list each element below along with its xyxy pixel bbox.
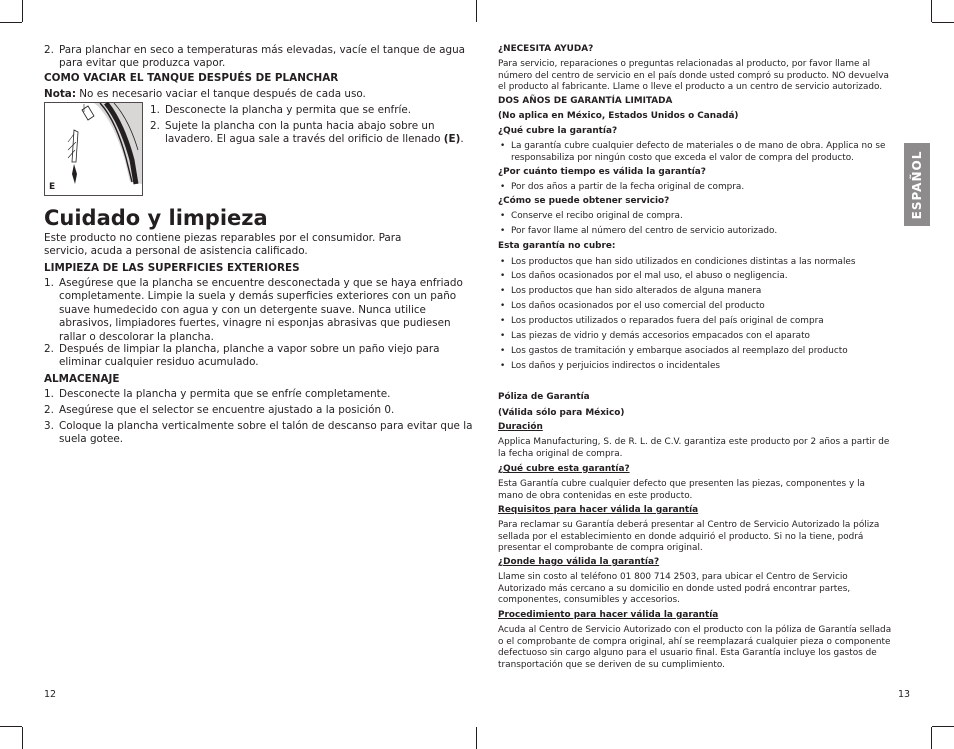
- bullet-icon: •: [500, 346, 506, 356]
- list-text: Asegúrese que la plancha se encuentre desconectada y que se haya enfriado completamente. Limpie la suela y demás superficies exteriores con un paño suave humedecido con agua y con un detergente suave. Nunca utilice abrasivos, limpiadores fuertes, vinagre ni esponjas abrasivas que pudiesen rallar o descolorar la plancha.: [59, 277, 463, 343]
- bullet-icon: •: [500, 211, 506, 221]
- crop-mark: [0, 22, 22, 23]
- list-item: [44, 420, 473, 447]
- list-number: 1.: [150, 104, 160, 116]
- bullet-text: Las piezas de vidrio y demás accesorios empacados con el aparato: [511, 331, 810, 341]
- figure-ref: (E): [443, 133, 461, 146]
- section-heading: COMO VACIAR EL TANQUE DESPUÉS DE PLANCHAR: [44, 72, 339, 84]
- question-heading: ¿Qué cubre la garantía?: [498, 126, 618, 136]
- bullet-icon: •: [500, 361, 506, 371]
- bullet-text: Los productos que han sido utilizados en condiciones distintas a las normales: [511, 257, 856, 267]
- bullet-icon: •: [500, 182, 506, 192]
- list-number: 1.: [44, 277, 54, 289]
- help-heading: ¿NECESITA AYUDA?: [498, 44, 594, 54]
- intro-text: Este producto no contiene piezas reparables por el consumidor. Para servicio, acuda a personal de asistencia calificado.: [44, 232, 402, 258]
- bullet-text: Por favor llame al número del centro de servicio autorizado.: [511, 226, 778, 236]
- list-number: 3.: [44, 420, 54, 432]
- bullet-icon: •: [500, 331, 506, 341]
- page-title: Cuidado y limpieza: [44, 206, 268, 230]
- where-heading: ¿Donde hago válida la garantía?: [498, 557, 660, 567]
- list-number: 1.: [44, 388, 54, 400]
- section-heading: ALMACENAJE: [44, 373, 120, 385]
- page-number-left: 12: [44, 689, 57, 700]
- poliza-title: Póliza de Garantía: [498, 392, 590, 402]
- bullet-icon: •: [500, 257, 506, 267]
- bullet-icon: •: [500, 316, 506, 326]
- bullet-item: [498, 226, 907, 238]
- bullet-text: Los daños ocasionados por el uso comercial del producto: [511, 301, 765, 311]
- list-text: Coloque la plancha verticalmente sobre el talón de descanso para evitar que la suela gotee.: [59, 420, 473, 446]
- bullet-item: [498, 182, 907, 194]
- bullet-text: Los daños ocasionados por el mal uso, el abuso o negligencia.: [511, 271, 788, 281]
- bullet-text: Los daños y perjuicios indirectos o incidentales: [511, 361, 721, 371]
- list-item: [44, 44, 475, 71]
- warranty-subheading: (No aplica en México, Estados Unidos o Canadá): [498, 111, 739, 121]
- bullet-item: [498, 271, 907, 283]
- crop-mark: [932, 22, 954, 23]
- bullet-item: [498, 211, 907, 223]
- question-heading: ¿Por cuánto tiempo es válida la garantía?: [498, 167, 706, 177]
- duration-heading: Duración: [498, 422, 543, 432]
- list-item: [44, 388, 475, 401]
- list-number: 2.: [44, 404, 54, 416]
- crop-mark: [22, 727, 23, 749]
- list-number: 2.: [150, 120, 160, 132]
- bullet-item: [498, 301, 907, 313]
- bullet-text: Conserve el recibo original de compra.: [511, 211, 683, 221]
- iron-drawing: [44, 102, 143, 196]
- bullet-icon: •: [500, 301, 506, 311]
- list-item: [44, 404, 475, 417]
- bullet-text: La garantía cubre cualquier defecto de materiales o de mano de obra. Applica no se responsabiliza por ningún costo que exceda el valor de compra del producto.: [511, 141, 886, 163]
- crop-mark: [932, 726, 954, 727]
- list-item: [44, 277, 473, 344]
- list-item: [150, 104, 469, 117]
- bullet-item: [498, 346, 907, 358]
- bullet-item: [498, 361, 907, 373]
- bullet-text: Los productos que han sido alterados de alguna manera: [511, 286, 762, 296]
- note-text: No es necesario vaciar el tanque después de cada uso.: [75, 88, 366, 100]
- crop-mark: [476, 0, 477, 22]
- procedure-heading: Procedimiento para hacer válida la garantía: [498, 610, 719, 620]
- crop-mark: [22, 0, 23, 22]
- list-text-end: .: [460, 133, 464, 146]
- bullet-icon: •: [500, 271, 506, 281]
- list-item: [44, 343, 459, 370]
- list-text: Después de limpiar la plancha, planche a vapor sobre un paño viejo para eliminar cualquier residuo acumulado.: [59, 343, 440, 369]
- bullet-text: Por dos años a partir de la fecha original de compra.: [511, 182, 745, 192]
- language-tab-label: ESPAÑOL: [910, 150, 924, 219]
- bullet-item: [498, 286, 907, 298]
- iron-illustration: [44, 102, 143, 196]
- requirements-heading: Requisitos para hacer válida la garantía: [498, 505, 699, 515]
- list-number: 2.: [44, 343, 54, 355]
- crop-mark: [476, 727, 477, 749]
- bullet-item: [498, 316, 907, 328]
- warranty-heading: DOS AÑOS DE GARANTÍA LIMITADA: [498, 96, 673, 106]
- bullet-item: [498, 331, 907, 343]
- list-item: [150, 120, 469, 147]
- list-text: Para planchar en seco a temperaturas más elevadas, vacíe el tanque de agua para evitar que produzca vapor.: [59, 44, 466, 70]
- help-text: Para servicio, reparaciones o preguntas relacionadas al producto, por favor llame al número del centro de servicio en el país donde usted compró su producto. NO devuelva el producto al fabricante. Llame o lleve el producto a un centro de servicio autorizado.: [498, 59, 889, 93]
- bullet-text: Los gastos de tramitación y embarque asociados al reemplazo del producto: [511, 346, 848, 356]
- question-heading: Esta garantía no cubre:: [498, 241, 616, 251]
- procedure-text: Acuda al Centro de Servicio Autorizado con el producto con la póliza de Garantía sellada o el comprobante de compra original, ahí se reemplazará cualquier pieza o componente defectuoso sin cargo alguno para el usuario final. Esta Garantía incluye los gastos de transportación que se deriven de su cumplimiento.: [498, 625, 892, 670]
- list-number: 2.: [44, 44, 54, 56]
- crop-mark: [931, 0, 932, 22]
- language-tab: [904, 143, 930, 226]
- list-text: Asegúrese que el selector se encuentre ajustado a la posición 0.: [59, 404, 395, 416]
- note-label: Nota:: [44, 88, 76, 100]
- coverage-text: Esta Garantía cubre cualquier defecto que presenten las piezas, componentes y la mano de obra contenidas en este producto.: [498, 479, 865, 501]
- list-text: Desconecte la plancha y permita que se enfríe.: [165, 104, 412, 116]
- page-number-right: 13: [898, 689, 911, 700]
- bullet-item: [498, 141, 907, 164]
- bullet-icon: •: [500, 286, 506, 296]
- crop-mark: [0, 726, 22, 727]
- coverage-heading: ¿Qué cubre esta garantía?: [498, 464, 630, 474]
- bullet-icon: •: [500, 141, 506, 151]
- figure-label: E: [49, 182, 56, 192]
- list-text: Desconecte la plancha y permita que se enfríe completamente.: [59, 388, 391, 400]
- poliza-subtitle: (Válida sólo para México): [498, 408, 625, 418]
- question-heading: ¿Cómo se puede obtener servicio?: [498, 196, 670, 206]
- requirements-text: Para reclamar su Garantía deberá presentar al Centro de Servicio Autorizado la póliza sellada por el establecimiento en donde adquirió el producto. Si no la tiene, podrá presentar el comprobante de compra original.: [498, 520, 880, 554]
- crop-mark: [931, 727, 932, 749]
- bullet-item: [498, 257, 907, 269]
- list-text: Sujete la plancha con la punta hacia abajo sobre un lavadero. El agua sale a través del orificio de llenado: [165, 120, 444, 146]
- bullet-text: Los productos utilizados o reparados fuera del país original de compra: [511, 316, 824, 326]
- bullet-icon: •: [500, 226, 506, 236]
- section-heading: LIMPIEZA DE LAS SUPERFICIES EXTERIORES: [44, 262, 300, 274]
- note: [44, 88, 460, 101]
- where-text: Llame sin costo al teléfono 01 800 714 2503, para ubicar el Centro de Servicio Autorizado más cercano a su domicilio en donde usted podrá encontrar partes, componentes, consumibles y accesorios.: [498, 572, 851, 606]
- duration-text: Applica Manufacturing, S. de R. L. de C.V. garantiza este producto por 2 años a partir de la fecha original de compra.: [498, 437, 890, 459]
